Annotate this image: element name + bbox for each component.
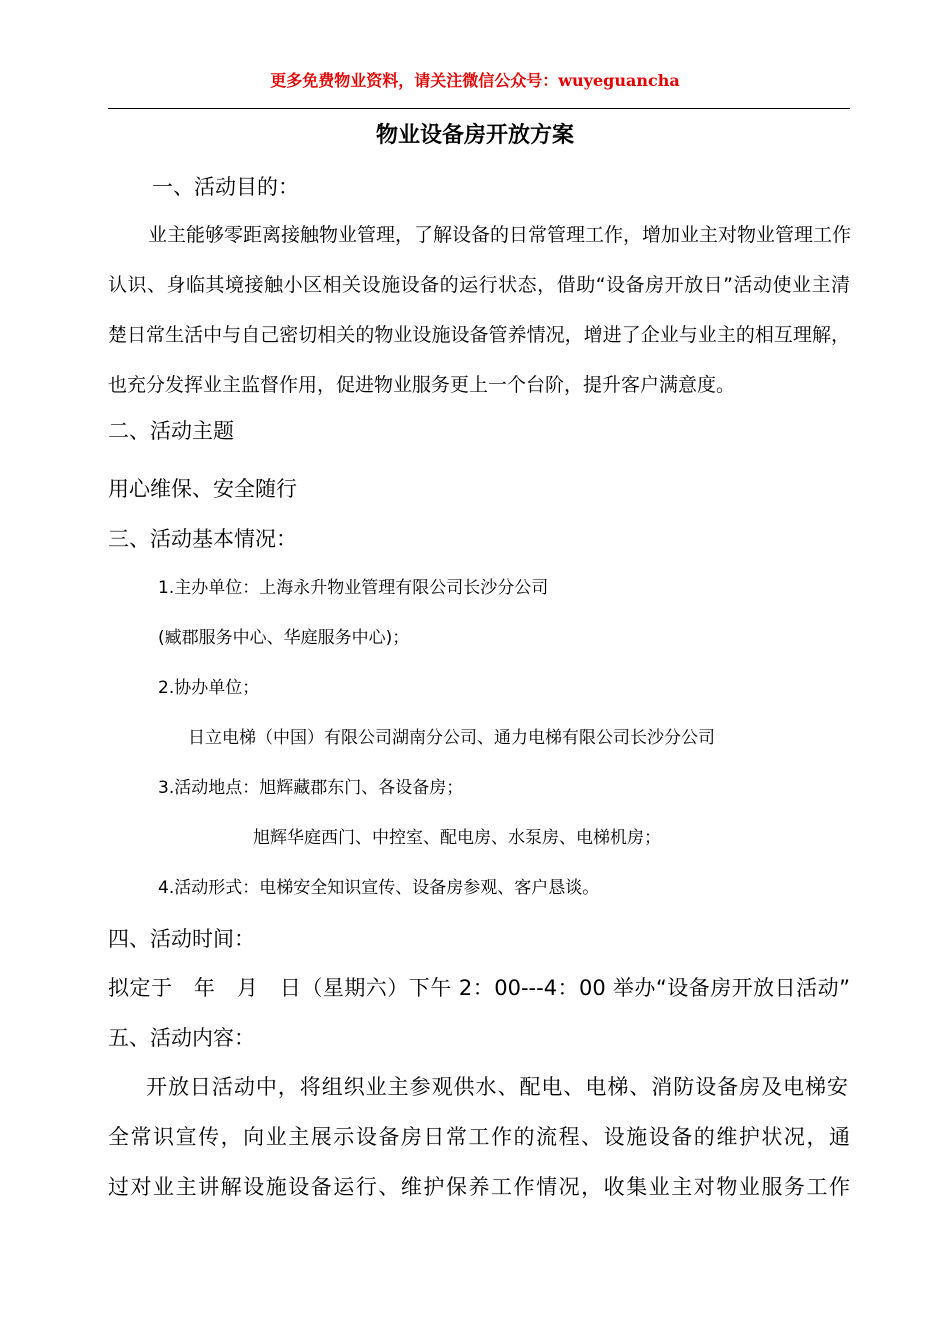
format-item: 4.活动形式：电梯安全知识宣传、设备房参观、客户恳谈。 [158, 878, 600, 898]
activity-theme: 用心维保、安全随行 [108, 477, 297, 501]
section-5-para-line: 过对业主讲解设施设备运行、维护保养工作情况，收集业主对物业服务工作 [108, 1175, 850, 1199]
section-1-para-line: 楚日常生活中与自己密切相关的物业设施设备管养情况，增进了企业与业主的相互理解， [108, 324, 850, 346]
section-2-heading: 二、活动主题 [108, 419, 234, 443]
header-divider [108, 108, 850, 109]
location-sub: 旭辉华庭西门、中控室、配电房、水泵房、电梯机房； [253, 828, 661, 848]
location-item: 3.活动地点：旭辉藏郡东门、各设备房； [158, 778, 464, 798]
section-4-heading: 四、活动时间： [108, 927, 255, 951]
section-1-para-line: 也充分发挥业主监督作用，促进物业服务更上一个台阶，提升客户满意度。 [108, 374, 736, 396]
section-1-para-line: 业主能够零距离接触物业管理，了解设备的日常管理工作，增加业主对物业管理工作 [148, 224, 852, 246]
section-5-heading: 五、活动内容： [108, 1026, 255, 1050]
document-title: 物业设备房开放方案 [375, 123, 574, 148]
co-organizer-sub: 日立电梯（中国）有限公司湖南分公司、通力电梯有限公司长沙分公司 [188, 728, 715, 748]
header-note: 更多免费物业资料，请关注微信公众号：wuyeguancha [270, 71, 680, 90]
organizer-item: 1.主办单位：上海永升物业管理有限公司长沙分公司 [158, 578, 549, 598]
activity-time-text: 拟定于 年 月 日（星期六）下午 2：00---4：00 举办“设备房开放日活动” [108, 976, 850, 1000]
section-1-heading: 一、活动目的： [152, 175, 299, 199]
section-5-para-line: 开放日活动中，将组织业主参观供水、配电、电梯、消防设备房及电梯安 [146, 1075, 848, 1099]
co-organizer-item: 2.协办单位； [158, 678, 260, 698]
section-1-para-line: 认识、身临其境接触小区相关设施设备的运行状态，借助“设备房开放日”活动使业主清 [108, 274, 850, 296]
section-5-para-line: 全常识宣传，向业主展示设备房日常工作的流程、设施设备的维护状况，通 [108, 1125, 850, 1149]
organizer-sub: (臧郡服务中心、华庭服务中心)； [158, 628, 410, 648]
section-3-heading: 三、活动基本情况： [108, 527, 297, 551]
